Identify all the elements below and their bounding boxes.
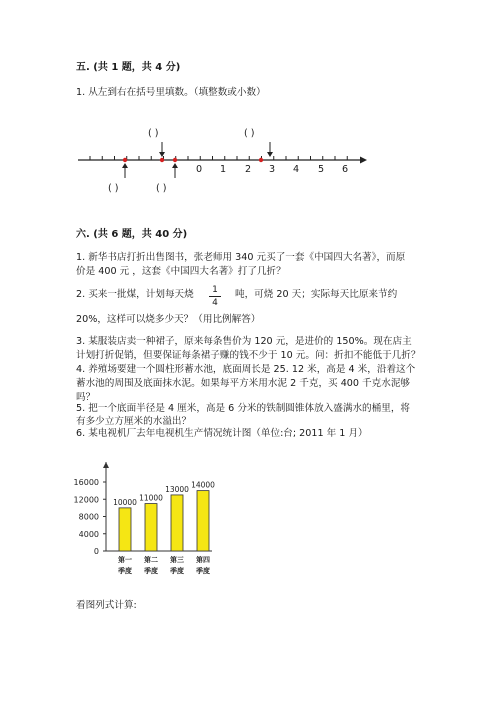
x-tick-label: 第三: [170, 556, 184, 564]
x-tick-label: 季度: [196, 567, 210, 575]
question-6-1: 1. 新华书店打折出售图书，张老师用 340 元买了一套《中国四大名著》，而原: [76, 252, 406, 263]
tick-label: 5: [318, 164, 325, 175]
top-blank[interactable]: ( ): [244, 128, 255, 139]
tick-label: 1: [220, 164, 227, 175]
section-5-heading: 五. (共 1 题，共 4 分): [76, 62, 181, 73]
y-tick-label: 0: [93, 547, 99, 556]
tick-label: 0: [196, 164, 203, 175]
question-6-2: 2. 买来一批煤，计划每天烧: [76, 289, 194, 300]
question-6-2-cont: 吨，可烧 20 天；实际每天比原来节约: [235, 289, 398, 300]
question-6-5-cont: 有多少立方厘米的水溢出？: [76, 416, 192, 427]
fraction-denominator: 4: [212, 298, 218, 308]
fraction-numerator: 1: [212, 285, 218, 295]
x-tick-label: 第四: [196, 556, 210, 564]
section-6-heading: 六. (共 6 题，共 40 分): [76, 229, 188, 240]
bar: [145, 504, 157, 551]
tick-label: 2: [245, 164, 252, 175]
bar-value-label: 13000: [165, 484, 189, 494]
question-6-4-cont2: 吗？: [76, 392, 96, 403]
question-6-6: 6. 某电视机厂去年电视机生产情况统计图（单位:台; 2011 年 1 月）: [76, 428, 368, 439]
bar-value-label: 14000: [191, 480, 215, 490]
y-axis-arrowhead: [103, 462, 109, 468]
bar: [171, 495, 183, 551]
bar-value-label: 11000: [139, 493, 163, 503]
question-6-6-prompt: 看图列式计算:: [76, 600, 137, 611]
x-tick-label: 季度: [170, 567, 184, 575]
top-blank[interactable]: ( ): [148, 128, 159, 139]
question-6-5: 5. 把一个底面半径是 4 厘米，高是 6 分米的铁制圆锥体放入盛满水的桶里，将: [76, 403, 411, 414]
bar-value-label: 10000: [113, 497, 137, 507]
y-tick-label: 12000: [73, 495, 99, 505]
bar: [119, 508, 131, 551]
bottom-blank[interactable]: ( ): [156, 183, 167, 194]
question-6-4: 4. 养殖场要建一个圆柱形蓄水池，底面周长是 25. 12 米，高是 4 米，沿着这个: [76, 364, 416, 375]
x-tick-label: 季度: [144, 567, 158, 575]
question-6-3-cont: 计划打折促销，但要保证每条裙子赚的钱不少于 10 元。问：折扣不能低于几折？: [76, 350, 421, 361]
y-tick-label: 8000: [78, 512, 99, 522]
question-6-3: 3. 某服装店卖一种裙子，原来每条售价为 120 元，是进价的 150%。现在店主: [76, 336, 412, 347]
y-tick-label: 16000: [73, 478, 99, 487]
tick-label: 4: [293, 164, 300, 175]
tick-label: 3: [269, 164, 276, 175]
question-6-1-cont: 价是 400 元 ，这套《中国四大名著》打了几折？: [76, 266, 286, 277]
question-6-4-cont: 蓄水池的周围及底面抹水泥。如果每平方米用水泥 2 千克，买 400 千克水泥够: [76, 378, 411, 389]
question-5-1: 1. 从左到右在括号里填数。（填整数或小数）: [76, 87, 266, 98]
x-tick-label: 第一: [118, 556, 132, 564]
x-tick-label: 季度: [118, 567, 132, 575]
bar: [197, 491, 209, 551]
y-tick-label: 4000: [78, 529, 99, 539]
question-6-2-line2: 20%，这样可以烧多少天？（用比例解答）: [76, 314, 261, 325]
bottom-blank[interactable]: ( ): [108, 183, 119, 194]
x-tick-label: 第二: [144, 556, 158, 564]
tick-label: 6: [342, 164, 349, 175]
